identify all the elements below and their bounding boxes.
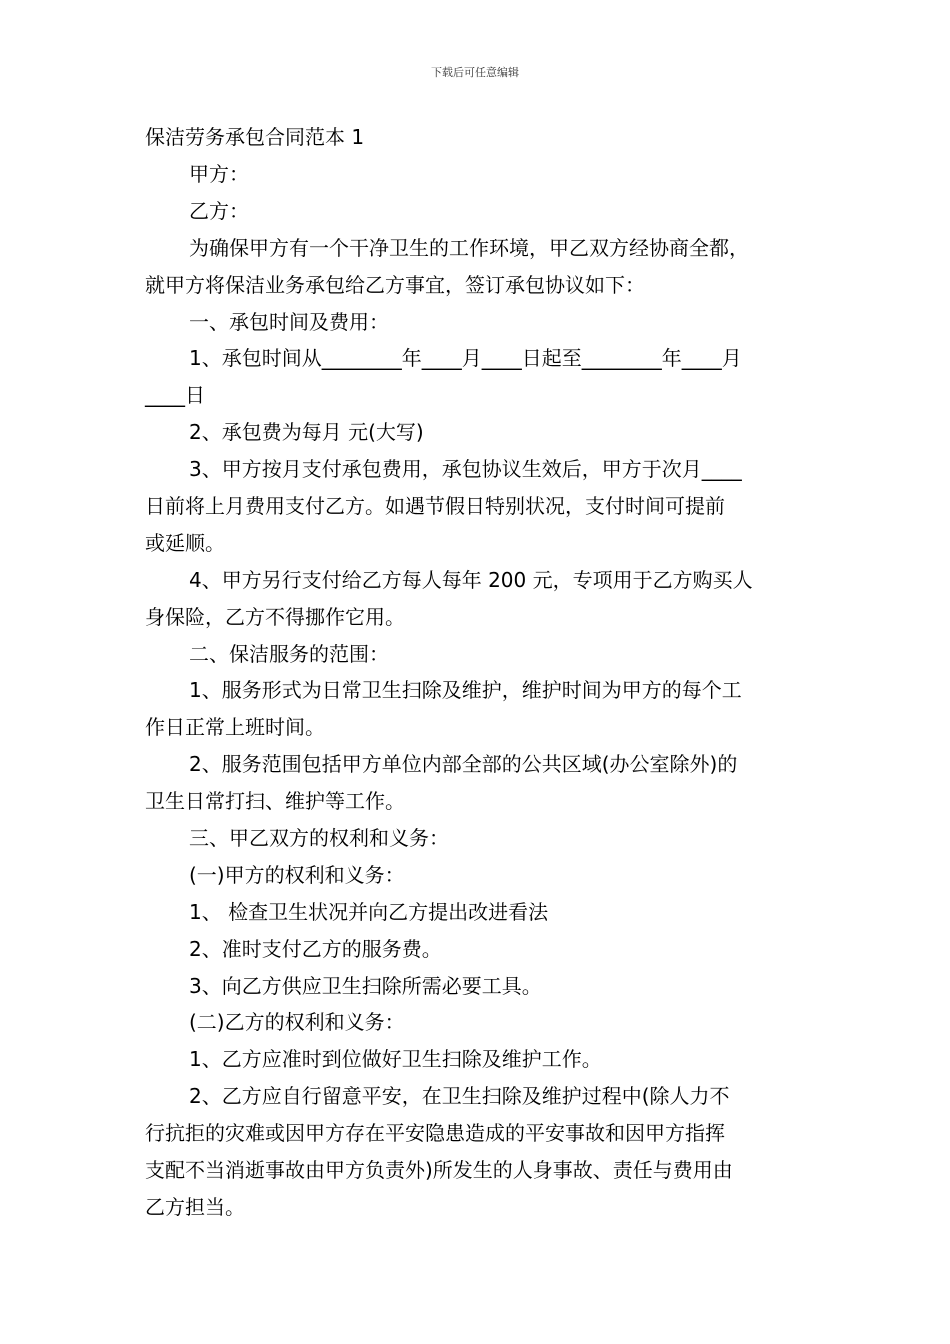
document-line: 1、 检查卫生状况并向乙方提出改进看法 bbox=[189, 899, 549, 924]
document-line: 支配不当消逝事故由甲方负责外)所发生的人身事故、责任与费用由 bbox=[145, 1158, 733, 1183]
document-line: 三、甲乙双方的权利和义务： bbox=[189, 826, 449, 851]
document-line: 4、甲方另行支付给乙方每人每年 200 元，专项用于乙方购买人 bbox=[189, 567, 753, 592]
document-line: 3、甲方按月支付承包费用，承包协议生效后，甲方于次月____ bbox=[189, 457, 742, 482]
document-line: 身保险，乙方不得挪作它用。 bbox=[145, 604, 405, 629]
document-title: 保洁劳务承包合同范本 1 bbox=[145, 125, 365, 149]
document-line: 日前将上月费用支付乙方。如遇节假日特别状况，支付时间可提前 bbox=[145, 494, 725, 519]
document-line: 卫生日常打扫、维护等工作。 bbox=[145, 789, 405, 814]
document-line: 2、准时支付乙方的服务费。 bbox=[189, 936, 442, 961]
document-line: 1、服务形式为日常卫生扫除及维护，维护时间为甲方的每个工 bbox=[189, 678, 742, 703]
document-line: 2、乙方应自行留意平安，在卫生扫除及维护过程中(除人力不 bbox=[189, 1084, 730, 1109]
document-line: 3、向乙方供应卫生扫除所需必要工具。 bbox=[189, 973, 542, 998]
document-line: 2、承包费为每月 元(大写) bbox=[189, 420, 424, 445]
document-line: (一)甲方的权利和义务： bbox=[189, 862, 405, 887]
document-line: 乙方： bbox=[189, 198, 249, 223]
document-line: 二、保洁服务的范围： bbox=[189, 641, 389, 666]
document-line: 2、服务范围包括甲方单位内部全部的公共区域(办公室除外)的 bbox=[189, 752, 738, 777]
document-line: ____日 bbox=[145, 383, 205, 408]
document-line: 作日正常上班时间。 bbox=[145, 715, 325, 740]
document-line: 为确保甲方有一个干净卫生的工作环境，甲乙双方经协商全都， bbox=[189, 235, 749, 260]
document-line: 行抗拒的灾难或因甲方存在平安隐患造成的平安事故和因甲方指挥 bbox=[145, 1121, 725, 1146]
document-line: 甲方： bbox=[189, 162, 249, 186]
document-lines bbox=[145, 156, 815, 1226]
document-line: 就甲方将保洁业务承包给乙方事宜，签订承包协议如下： bbox=[145, 272, 645, 297]
document-line: 一、承包时间及费用： bbox=[189, 309, 389, 334]
document-line: 乙方担当。 bbox=[145, 1194, 245, 1219]
document-line: 1、承包时间从________年____月____日起至________年____月 bbox=[189, 346, 742, 371]
document-line: 或延顺。 bbox=[145, 530, 225, 555]
document-line: (二)乙方的权利和义务： bbox=[189, 1010, 405, 1035]
page-header-note: 下载后可任意编辑 bbox=[431, 66, 519, 79]
document-body bbox=[145, 118, 815, 1226]
document-line: 1、乙方应准时到位做好卫生扫除及维护工作。 bbox=[189, 1047, 602, 1072]
